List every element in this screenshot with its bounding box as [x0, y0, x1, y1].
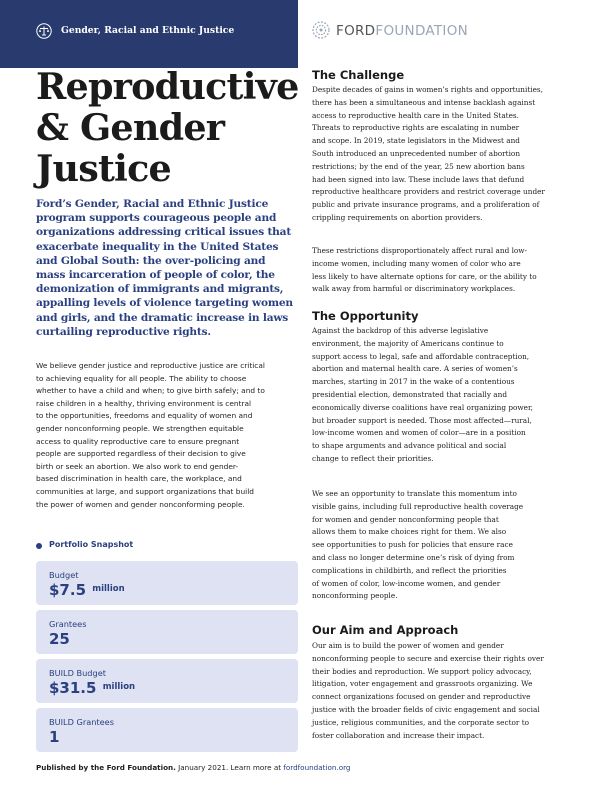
- stat-value: [49, 679, 135, 697]
- body-line: birth or seek an abortion. We also work to end gender-: [36, 461, 239, 471]
- stat-number: $31.5: [49, 679, 97, 697]
- text-line: to shape arguments and advance political and social: [312, 441, 507, 451]
- text-line: litigation, voter engagement and grassroots organizing. We: [312, 679, 533, 689]
- footer-publisher: Published by the Ford Foundation.: [36, 763, 176, 772]
- text-line: presidential election, demonstrated that racially and: [312, 389, 507, 399]
- aim-paragraph: [312, 640, 544, 742]
- text-line: and class no longer determine one’s risk of dying from: [312, 552, 515, 562]
- body-line: people are supported regardless of their decision to give: [36, 449, 246, 459]
- intro-line: and Global South: the over-policing and: [36, 254, 266, 267]
- text-line: We see an opportunity to translate this momentum into: [312, 489, 517, 498]
- page-title: [36, 65, 299, 190]
- intro-line: appalling levels of violence targeting women: [36, 297, 293, 310]
- logo-text-light: FOUNDATION: [375, 23, 469, 39]
- text-line: income women, including many women of color who are: [312, 258, 521, 268]
- text-line: public and private insurance programs, and a proliferation of: [312, 200, 540, 210]
- text-line: Despite decades of gains in women’s rights and opportunities,: [312, 85, 543, 94]
- body-line: communities at large, and support organizations that build: [36, 486, 254, 496]
- ford-foundation-wordmark: [336, 23, 468, 39]
- text-line: and scope. In 2019, state legislators in the Midwest and: [312, 136, 520, 146]
- ford-foundation-logo-icon: [312, 21, 330, 39]
- intro-paragraph: [36, 197, 298, 339]
- stat-card-build-grantees: [36, 708, 298, 752]
- bullet-dot-icon: [36, 543, 42, 549]
- opportunity-paragraph-1: [312, 325, 533, 466]
- text-line: Threats to reproductive rights are escalating in number: [312, 123, 520, 133]
- text-line: These restrictions disproportionately affect rural and low-: [312, 246, 528, 255]
- text-line: access to reproductive health care in the United States.: [312, 110, 519, 120]
- stat-label: BUILD Budget: [49, 668, 106, 678]
- text-line: there has been a simultaneous and intense backlash against: [312, 97, 536, 107]
- text-line: support access to legal, safe and affordable contraception,: [312, 351, 530, 361]
- text-line: for women and gender nonconforming people that: [312, 514, 499, 524]
- text-line: economically diverse coalitions have real organizing power,: [312, 402, 533, 412]
- text-line: marches, starting in 2017 in the wake of a contentious: [312, 377, 515, 387]
- stat-unit: million: [92, 584, 125, 594]
- text-line: Against the backdrop of this adverse legislative: [312, 326, 489, 335]
- text-line: restrictions; by the end of the year, 25 new abortion bans: [312, 161, 525, 171]
- text-line: but broader support is needed. Those most affected—rural,: [312, 415, 532, 425]
- stat-number: 1: [49, 728, 60, 746]
- title-line: Reproductive: [36, 65, 299, 108]
- body-line: We believe gender justice and reproductive justice are critical: [36, 361, 265, 370]
- scales-icon: [36, 23, 52, 39]
- stat-label: BUILD Grantees: [49, 717, 114, 727]
- stat-label: Budget: [49, 570, 79, 580]
- text-line: visible gains, including full reproductive health coverage: [312, 501, 524, 511]
- program-header-bar: [0, 0, 298, 68]
- body-line: whether to have a child and when; to give birth safely; and to: [36, 386, 265, 396]
- intro-line: curtailing reproductive rights.: [36, 325, 211, 338]
- stat-value: [49, 581, 125, 599]
- stat-label: Grantees: [49, 619, 87, 629]
- footer: [36, 763, 351, 772]
- text-line: connect organizations focused on gender and reproductive: [312, 692, 531, 702]
- text-line: Our aim is to build the power of women and gender: [312, 641, 504, 650]
- intro-line: demonization of immigrants and migrants,: [36, 283, 284, 296]
- stat-number: 25: [49, 630, 70, 648]
- text-line: foster collaboration and increase their impact.: [312, 730, 485, 740]
- left-body-paragraph: [36, 360, 298, 511]
- intro-line: exacerbate inequality in the United States: [36, 240, 279, 253]
- text-line: justice, religious communities, and the corporate sector to: [312, 717, 530, 727]
- opportunity-paragraph-2: [312, 488, 523, 603]
- text-line: abortion and maternal health care. A series of women’s: [312, 364, 518, 374]
- stat-card-grantees: [36, 610, 298, 654]
- text-line: their bodies and reproduction. We support policy advocacy,: [312, 666, 532, 676]
- text-line: nonconforming people.: [312, 591, 398, 601]
- stat-value: [49, 630, 70, 648]
- footer-text: January 2021. Learn more at: [175, 763, 284, 772]
- intro-line: program supports courageous people and: [36, 212, 277, 225]
- footer-link[interactable]: fordfoundation.org: [283, 763, 351, 772]
- body-line: access to quality reproductive care to ensure pregnant: [36, 436, 240, 446]
- stat-unit: million: [102, 682, 136, 692]
- portfolio-snapshot-heading: [36, 540, 276, 556]
- text-line: justice with the broader fields of civic engagement and social: [312, 704, 540, 714]
- text-line: environment, the majority of Americans continue to: [312, 338, 504, 348]
- title-line: & Gender: [36, 106, 225, 149]
- text-line: had been signed into law. These include laws that defund: [312, 174, 525, 184]
- text-line: nonconforming people to secure and exercise their rights over: [312, 653, 544, 663]
- body-line: to achieving equality for all people. The ability to choose: [36, 373, 247, 383]
- portfolio-snapshot-label: Portfolio Snapshot: [49, 540, 134, 549]
- stat-number: $7.5: [49, 581, 87, 599]
- text-line: complications in childbirth, and reflect the priorities: [312, 565, 507, 575]
- text-line: of women of color, low-income women, and gender: [312, 578, 501, 588]
- text-line: low-income women and women of color—are in a position: [312, 428, 526, 438]
- text-line: allows them to make choices right for them. We also: [312, 527, 507, 537]
- body-line: based discrimination in health care, the workplace, and: [36, 474, 242, 484]
- body-line: raise children in a healthy, thriving environment is central: [36, 398, 252, 408]
- text-line: less likely to have alternate options for care, or the ability to: [312, 271, 537, 281]
- section-heading-challenge: The Challenge: [312, 68, 405, 82]
- text-line: crippling requirements on abortion providers.: [312, 212, 483, 222]
- intro-line: mass incarceration of people of color, the: [36, 269, 275, 282]
- text-line: reproductive healthcare providers and restrict coverage under: [312, 187, 545, 197]
- body-line: the power of women and gender nonconforming people.: [36, 499, 245, 509]
- intro-line: organizations addressing critical issues that: [36, 226, 292, 239]
- text-line: walk away from harmful or discriminatory workplaces.: [312, 284, 516, 294]
- body-line: to the opportunities, freedoms and equality of women and: [36, 411, 253, 421]
- stat-card-build-budget: [36, 659, 298, 703]
- text-line: see opportunities to push for policies that ensure race: [312, 540, 513, 550]
- program-label: Gender, Racial and Ethnic Justice: [61, 25, 235, 36]
- challenge-paragraph-2: [312, 245, 537, 296]
- section-heading-opportunity: The Opportunity: [312, 309, 419, 323]
- section-heading-aim: Our Aim and Approach: [312, 623, 459, 637]
- title-line: Justice: [36, 147, 171, 190]
- challenge-paragraph-1: [312, 84, 545, 225]
- body-line: gender nonconforming people. We strengthen equitable: [36, 423, 244, 433]
- intro-line: and girls, and the dramatic increase in laws: [36, 311, 289, 324]
- stat-value: [49, 728, 59, 746]
- text-line: change to reflect their priorities.: [312, 453, 434, 463]
- stat-card-budget: [36, 561, 298, 605]
- logo-text-bold: FORD: [336, 23, 376, 39]
- intro-line: Ford’s Gender, Racial and Ethnic Justice: [36, 198, 269, 210]
- text-line: South introduced an unprecedented number of abortion: [312, 148, 521, 158]
